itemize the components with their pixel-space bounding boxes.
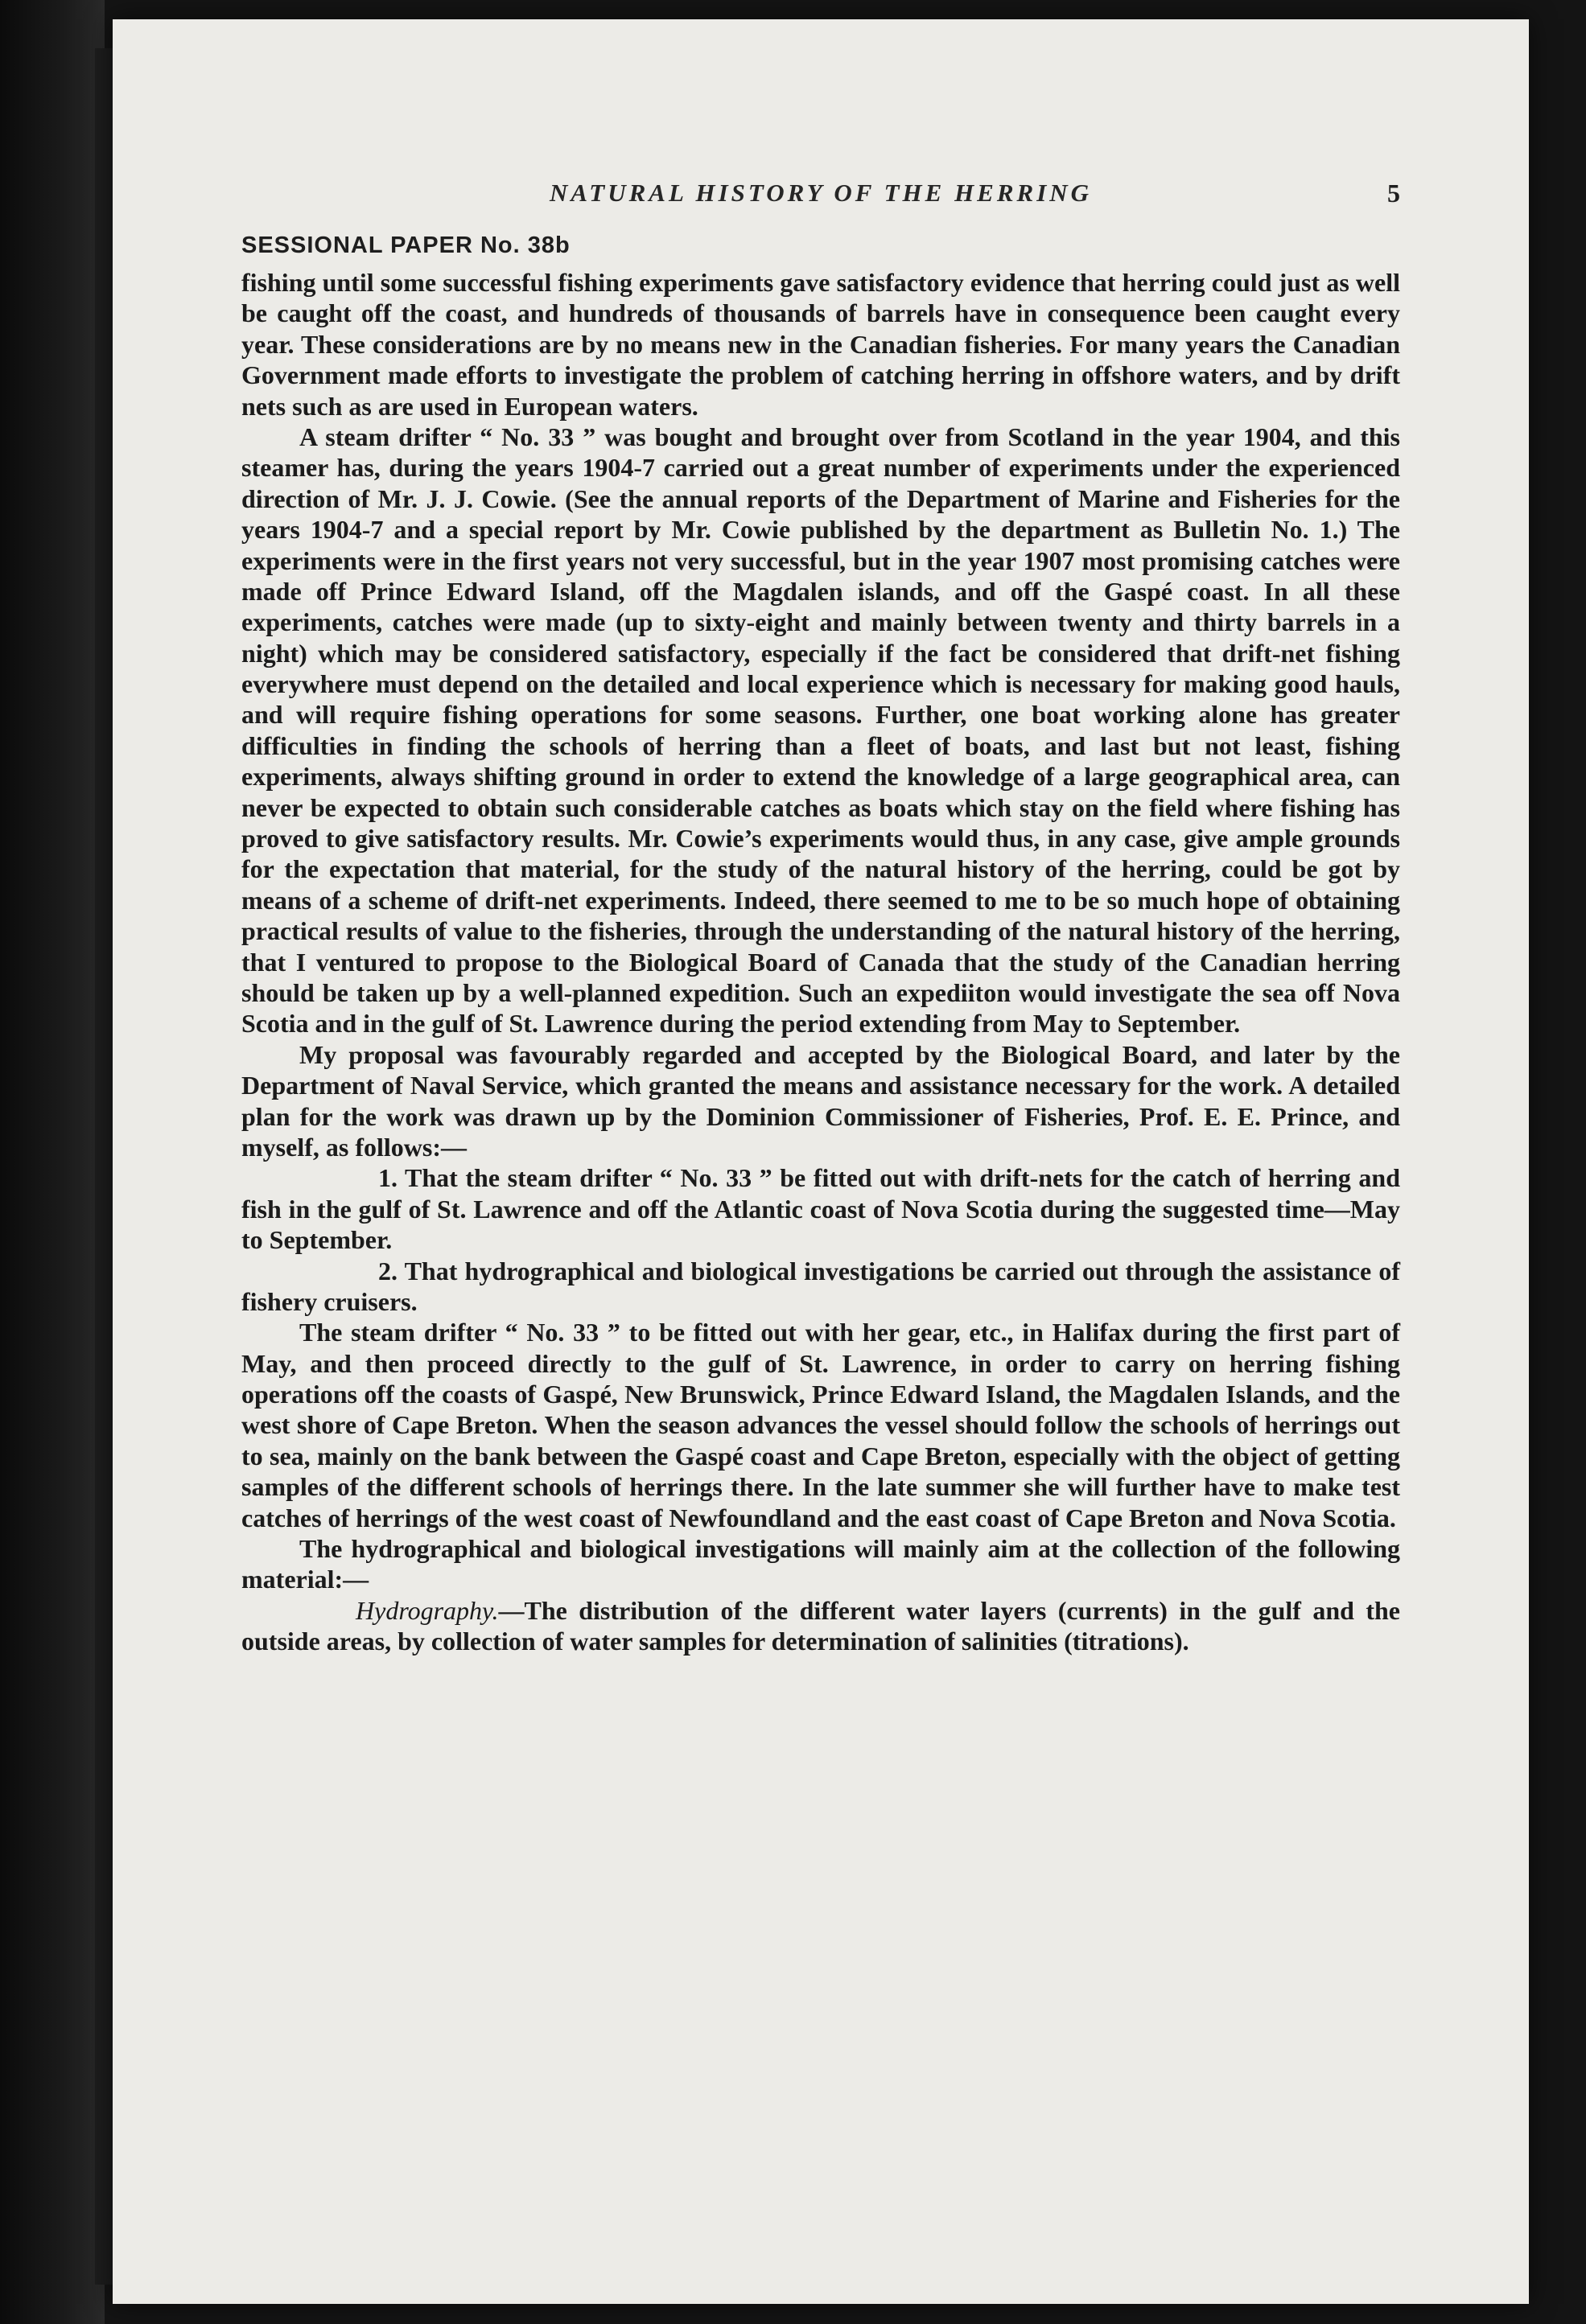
binding-shadow [95, 48, 113, 2285]
plan-item-2: 2. That hydrographical and biological investigations be carried out through the assistance of fishery cruisers. [241, 1256, 1400, 1316]
document-page [113, 19, 1529, 2304]
sessional-paper-label: SESSIONAL PAPER No. 38b [241, 232, 571, 258]
paragraph-hydrography [241, 1595, 1400, 1657]
plan-item-1: 1. That the steam drifter “ No. 33 ” be fitted out with drift-nets for the catch of herring and fish in the gulf of St. Lawrence and off the Atlantic coast of Nova Scotia during the suggested time—May to September. [241, 1163, 1400, 1255]
hydrography-heading: Hydrography. [356, 1595, 499, 1625]
paragraph-steam-drifter: A steam drifter “ No. 33 ” was bought and brought over from Scotland in the year 1904, and this steamer has, during the years 1904-7 carried out a great number of experiments under the experienced direction of Mr. J. J. Cowie. (See the annual reports of the Department of Marine and Fisheries for the years 1904-7 and a special report by Mr. Cowie published by the department as Bulletin No. 1.) The experiments were in the first years not very successful, but in the year 1907 most promising catches were made off Prince Edward Island, off the Magdalen islands, and off the Gaspé coast. In all these experiments, catches were made (up to sixty-eight and mainly between twenty and thirty barrels in a night) which may be considered satisfactory, especially if the fact be considered that drift-net fishing everywhere must depend on the detailed and local experience which is necessary for making good hauls, and will require fishing operations for some seasons. Further, one boat working alone has greater difficulties in finding the schools of herring than a fleet of boats, and last but not least, fishing experiments, always shifting ground in order to extend the knowledge of a large geographical area, can never be expected to obtain such considerable catches as boats which stay on the field where fishing has proved to give satisfactory results. Mr. Cowie’s experiments would thus, in any case, give ample grounds for the expectation that material, for the study of the natural history of the herring, could be got by means of a scheme of drift-net experiments. Indeed, there seemed to me to be so much hope of obtaining practical results of value to the fisheries, through the understanding of the natural history of the herring, that I ventured to propose to the Biological Board of Canada that the study of the Canadian herring should be taken up by a well-planned expedition. Such an expediiton would investigate the sea off Nova Scotia and in the gulf of St. Lawrence during the period extending from May to September. [241, 422, 1400, 1039]
hydrography-text: —The distribution of the different water layers (currents) in the gulf and the outside areas, by collection of water samples for determination of salinities (titrations). [241, 1595, 1400, 1656]
page-header [241, 179, 1400, 219]
paragraph-proposal: My proposal was favourably regarded and accepted by the Biological Board, and later by the Department of Naval Service, which granted the means and assistance necessary for the work. A detailed plan for the work was drawn up by the Dominion Commissioner of Fisheries, Prof. E. E. Prince, and myself, as follows:— [241, 1039, 1400, 1162]
running-title: NATURAL HISTORY OF THE HERRING [549, 179, 1093, 207]
paragraph-investigations: The hydrographical and biological investigations will mainly aim at the collection of the following material:— [241, 1534, 1400, 1594]
scan-border [0, 0, 105, 2324]
page-number: 5 [1387, 179, 1400, 208]
paragraph-continued: fishing until some successful fishing experiments gave satisfactory evidence that herring could just as well be caught off the coast, and hundreds of thousands of barrels have in consequence been caught every year. These considerations are by no means new in the Canadian fisheries. For many years the Canadian Government made efforts to investigate the problem of catching herring in offshore waters, and by drift nets such as are used in European waters. [241, 268, 1400, 421]
body-text [241, 267, 1400, 1657]
paragraph-plan-details: The steam drifter “ No. 33 ” to be fitted out with her gear, etc., in Halifax during the first part of May, and then proceed directly to the gulf of St. Lawrence, in order to carry on herring fishing operations off the coasts of Gaspé, New Brunswick, Prince Edward Island, the Magdalen Islands, and the west shore of Cape Breton. When the season advances the vessel should follow the schools of herrings out to sea, mainly on the bank between the Gaspé coast and Cape Breton, especially with the object of getting samples of the different schools of herrings there. In the late summer she will further have to make test catches of herrings of the west coast of Newfoundland and the east coast of Cape Breton and Nova Scotia. [241, 1318, 1400, 1532]
